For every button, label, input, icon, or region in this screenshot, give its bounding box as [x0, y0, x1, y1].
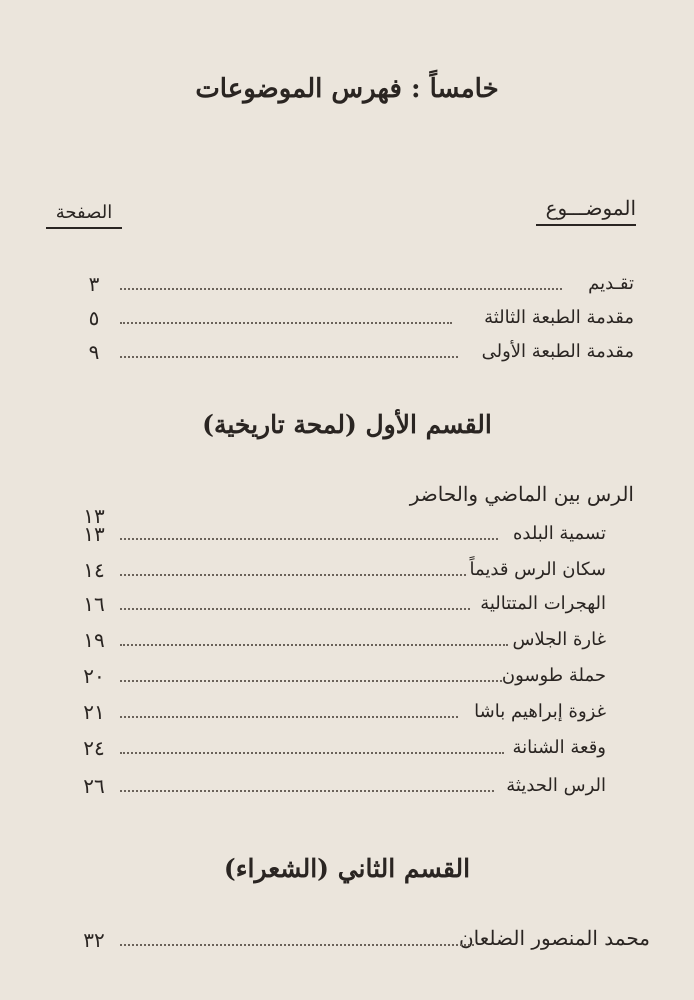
entry-label: حملة طوسون: [501, 665, 606, 686]
section-title: القسم الأول (لمحة تاريخية): [202, 410, 492, 439]
entry-label: مقدمة الطبعة الأولى: [481, 341, 634, 362]
page-column-header: الصفحة: [46, 202, 122, 229]
leader-dots: [120, 790, 494, 792]
toc-entry: [46, 304, 634, 334]
entry-page: ٢٠: [83, 664, 105, 688]
leader-dots: [120, 680, 502, 682]
entry-page: ٢١: [83, 700, 105, 724]
entry-page: ١٣: [83, 522, 105, 546]
toc-entry: [46, 698, 634, 728]
leader-dots: [120, 608, 470, 610]
entry-label: تسمية البلده: [512, 523, 606, 544]
entry-page: ٩: [88, 340, 100, 364]
entry-page: ٣: [88, 272, 100, 296]
entry-label: سكان الرس قديماً: [469, 559, 606, 580]
entry-page: ١٩: [83, 628, 105, 652]
entry-label: الرس بين الماضي والحاضر: [409, 482, 634, 506]
entry-label: غارة الجلاس: [512, 629, 606, 650]
toc-entry: [46, 338, 634, 368]
leader-dots: [120, 288, 562, 290]
entry-page: ٣٢: [83, 928, 105, 952]
toc-entry: [46, 556, 634, 586]
topic-column-header: الموضـــوع: [536, 196, 636, 226]
toc-entry: [46, 734, 634, 764]
leader-dots: [120, 356, 458, 358]
toc-entry: [46, 270, 634, 300]
toc-entry: [46, 482, 634, 528]
entry-page: ١٣: [83, 504, 105, 528]
entry-label: تقـديم: [588, 273, 634, 294]
toc-entry: [46, 926, 650, 956]
toc-entry: [46, 590, 634, 620]
leader-dots: [120, 538, 498, 540]
toc-entry: [46, 626, 634, 656]
entry-label: وقعة الشنانة: [512, 737, 606, 758]
toc-entry: [46, 520, 634, 550]
leader-dots: [120, 944, 474, 946]
section-title: القسم الثاني (الشعراء): [223, 854, 471, 883]
leader-dots: [120, 322, 452, 324]
entry-label: غزوة إبراهيم باشا: [474, 701, 606, 722]
entry-label: الهجرات المتتالية: [480, 593, 606, 614]
leader-dots: [120, 752, 504, 754]
toc-entry: [46, 772, 634, 802]
leader-dots: [120, 716, 458, 718]
entry-page: ١٤: [83, 558, 105, 582]
entry-label: محمد المنصور الضلعان: [458, 926, 650, 950]
leader-dots: [120, 574, 466, 576]
entry-page: ٢٤: [83, 736, 105, 760]
leader-dots: [120, 644, 508, 646]
page-title: خامساً : فهرس الموضوعات: [195, 74, 499, 104]
toc-entry: [46, 662, 634, 692]
entry-page: ١٦: [83, 592, 105, 616]
entry-label: الرس الحديثة: [506, 775, 606, 796]
entry-label: مقدمة الطبعة الثالثة: [484, 307, 634, 328]
entry-page: ٢٦: [83, 774, 105, 798]
entry-page: ٥: [88, 306, 100, 330]
